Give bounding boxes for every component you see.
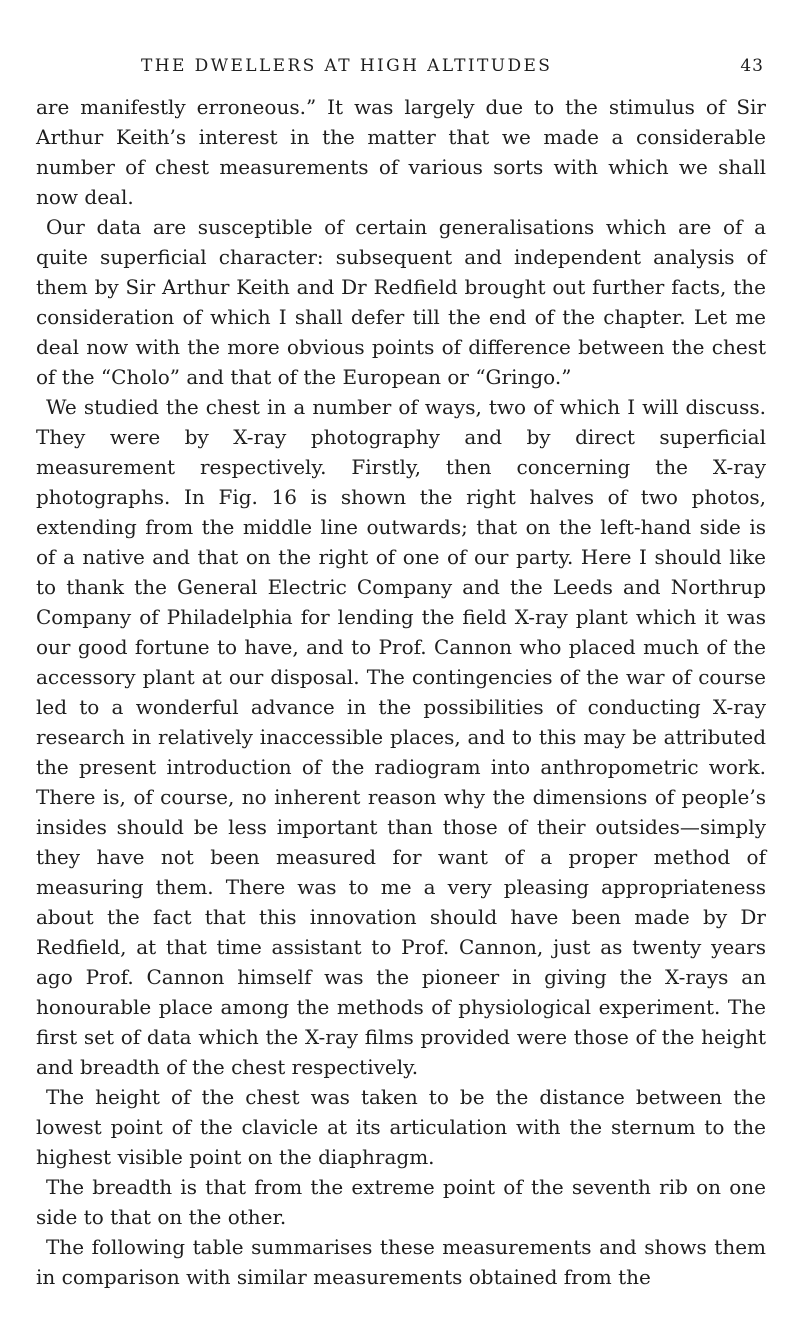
paragraph-table-intro: The following table summarises these measurements and shows them in comparison with similar measurements obtained from the [36,1235,766,1289]
book-page [36,56,766,1292]
running-title: THE DWELLERS AT HIGH ALTITUDES [141,56,553,76]
body-text [36,92,766,1292]
paragraph-xray-study: We studied the chest in a number of ways, two of which I will discuss. They were by X-ray photography and by direct superficial measurement respectively. Firstly, then concerning the X-ray photographs. In Fig. 16 is shown the right halves of two photos, extending from the middle line outwards; that on the left-hand side is of a native and that on the right of one of our party. Here I should like to thank the General Electric Company and the Leeds and Northrup Company of Philadelphia for lending the field X-ray plant which it was our good fortune to have, and to Prof. Cannon who placed much of the accessory plant at our disposal. The contingencies of the war of course led to a wonderful advance in the possibilities of conducting X-ray research in relatively inaccessible places, and to this may be attributed the present introduction of the radiogram into anthropometric work. There is, of course, no inherent reason why the dimensions of people’s insides should be less important than those of their outsides—simply they have not been measured for want of a proper method of measuring them. There was to me a very pleasing appropriateness about the fact that this innovation should have been made by Dr Redfield, at that time assistant to Prof. Cannon, just as twenty years ago Prof. Cannon himself was the pioneer in giving the X-rays an honourable place among the methods of physiological experiment. The first set of data which the X-ray films provided were those of the height and breadth of the chest respectively. [36,395,766,1079]
page-number: 43 [740,56,764,76]
running-head [36,56,766,86]
paragraph-chest-height: The height of the chest was taken to be the distance between the lowest point of the clavicle at its articulation with the sternum to the highest visible point on the diaphragm. [36,1085,766,1169]
paragraph-generalisations: Our data are susceptible of certain generalisations which are of a quite superficial character: subsequent and independent analysis of them by Sir Arthur Keith and Dr Redfield brought out further facts, the consideration of which I shall defer till the end of the chapter. Let me deal now with the more obvious points of difference between the chest of the “Cholo” and that of the European or “Gringo.” [36,215,766,389]
paragraph-chest-breadth: The breadth is that from the extreme point of the seventh rib on one side to that on the other. [36,1175,766,1229]
paragraph-continuation: are manifestly erroneous.” It was largely due to the stimulus of Sir Arthur Keith’s interest in the matter that we made a considerable number of chest measurements of various sorts with which we shall now deal. [36,95,766,209]
